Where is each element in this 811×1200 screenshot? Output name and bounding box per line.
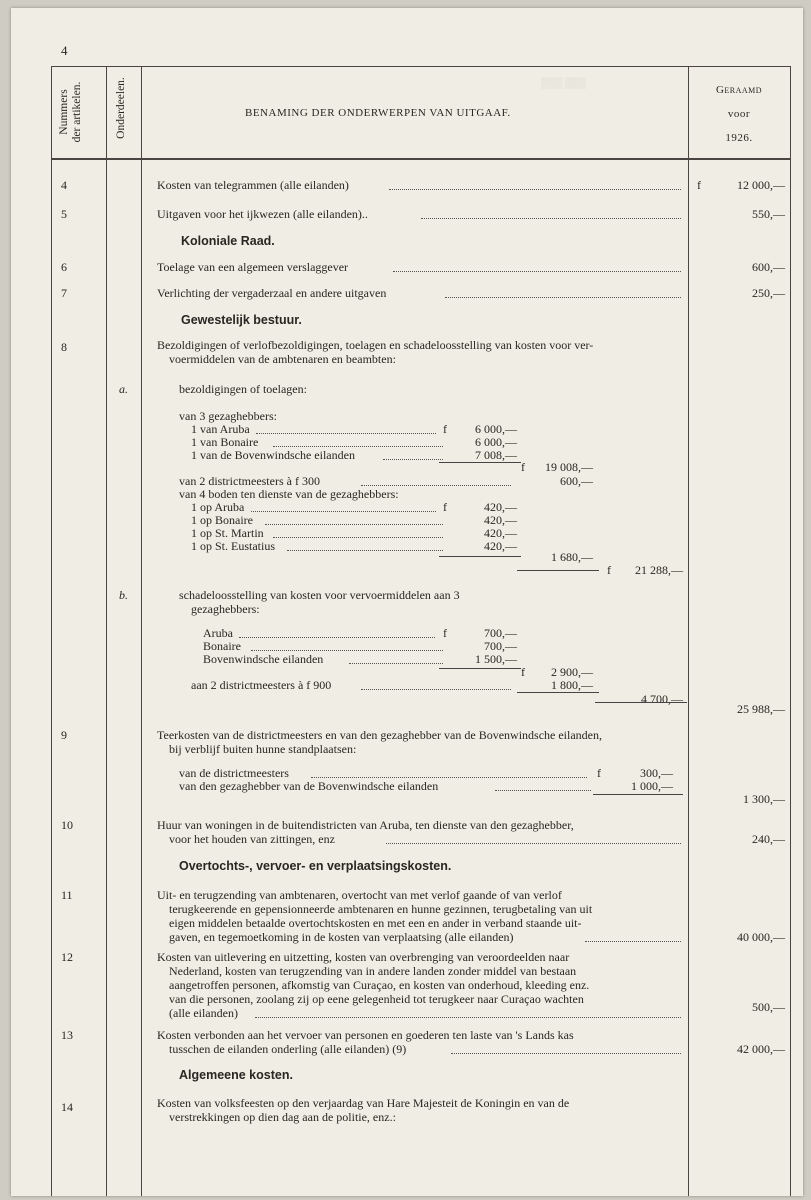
subtotal-rule [593,794,683,795]
row-12-text-line2: Nederland, kosten van terugzending van in andere landen zonder middel van bestaan [169,964,577,978]
row-10-amount: 240,— [752,832,785,846]
ledger-line: 1 op St. Eustatius [191,539,276,553]
subtotal-rule [595,702,687,703]
row-14-text-line2: verstrekkingen op dien dag aan de politie, enz.: [169,1110,396,1124]
row-5-text: Uitgaven voor het ijkwezen (alle eilanden).. [157,207,368,221]
page-number: 4 [61,43,68,58]
leader-dots [361,689,511,690]
boden-heading: van 4 boden ten dienste van de gezaghebbers: [179,487,399,501]
ledger-amount: 700,— [484,639,517,653]
subtotal-rule [439,556,521,557]
row-5-amount: 550,— [752,207,785,221]
header-onderdeelen: Onderdeelen. [115,77,127,139]
row-5-number: 5 [61,207,67,221]
row-13-text-line2: tusschen de eilanden onderling (alle eilanden) (9) [169,1042,407,1056]
leader-dots [585,941,681,942]
leader-dots [251,511,436,512]
leader-dots [256,433,436,434]
col-rule-3 [688,66,689,1196]
ledger-line: aan 2 districtmeesters à f 900 [191,678,332,692]
ledger-line: van de districtmeesters [179,766,289,780]
ledger-line: Bonaire [203,639,241,653]
gezaghebbers-heading: van 3 gezaghebbers: [179,409,277,423]
header-geraamd: Geraamd [715,84,763,96]
row-11-number: 11 [61,888,73,902]
ledger-currency: f [443,422,447,436]
row-4-number: 4 [61,178,67,192]
row-12-text-line4: van die personen, zoolang zij op eene gelegenheid tot terugkeer naar Curaçao wachten [169,992,584,1006]
leader-dots [361,485,511,486]
header-bottom-rule [51,158,791,160]
leader-dots [265,524,443,525]
row-12-text-line5: (alle eilanden) [169,1006,238,1020]
leader-dots [495,790,591,791]
right-rule [790,66,791,1196]
row-6-number: 6 [61,260,67,274]
row-8-text-line1: Bezoldigingen of verlofbezoldigingen, toelagen en schadeloosstelling van kosten voor ver- [157,338,594,352]
leader-dots [255,1017,681,1018]
row-13-text-line1: Kosten verbonden aan het vervoer van personen en goederen ten laste van 's Lands kas [157,1028,574,1042]
row-14-number: 14 [61,1100,73,1114]
row-10-number: 10 [61,818,73,832]
row-11-text-line1: Uit- en terugzending van ambtenaren, overtocht van met verlof gaande of van verlof [157,888,562,902]
leader-dots [311,777,587,778]
ledger-currency: f [521,665,525,679]
row-11-text-line4: gaven, en tegemoetkoming in de kosten van verplaatsing (alle eilanden) [169,930,514,944]
bleed-through-mark: ▒▒▒ ▒▒▒ [541,78,587,89]
ledger-subtotal: 1 680,— [551,550,593,564]
ledger-line: van 2 districtmeesters à f 300 [179,474,320,488]
section-heading: Overtochts-, vervoer- en verplaatsingskosten. [179,859,452,873]
row-8-number: 8 [61,340,67,354]
ledger-line: Aruba [203,626,233,640]
row-9-text-line1: Teerkosten van de districtmeesters en van den gezaghebber van de Bovenwindsche eilanden, [157,728,602,742]
row-10-text-line1: Huur van woningen in de buitendistricten van Aruba, ten dienste van den gezaghebber, [157,818,574,832]
ledger-amount: 700,— [484,626,517,640]
row-8-amount: 25 988,— [737,702,785,716]
header-voor: voor [727,108,751,120]
ledger-amount: 300,— [640,766,673,780]
ledger-currency: f [443,500,447,514]
row-8-text-line2: voermiddelen van de ambtenaren en beambten: [169,352,396,366]
leader-dots [273,446,443,447]
ledger-total: 4 700,— [641,692,683,706]
leader-dots [251,650,443,651]
ledger-amount: 7 008,— [475,448,517,462]
leader-dots [393,271,681,272]
subtotal-rule [439,462,521,463]
row-7-amount: 250,— [752,286,785,300]
ledger-subtotal: 2 900,— [551,665,593,679]
leader-dots [451,1053,681,1054]
row-12-number: 12 [61,950,73,964]
ledger-amount: 420,— [484,513,517,527]
leader-dots [383,459,443,460]
header-nummers: Nummers der artikelen. [58,81,83,143]
ledger-line: 1 op Bonaire [191,513,253,527]
leader-dots [421,218,681,219]
leader-dots [273,537,443,538]
row-4-currency: f [697,178,701,192]
ledger-amount: 1 500,— [475,652,517,666]
ledger-line: 1 van Bonaire [191,435,259,449]
section-heading: Algemeene kosten. [179,1068,293,1082]
section-heading: Gewestelijk bestuur. [181,313,302,327]
section-heading: Koloniale Raad. [181,234,275,248]
row-11-text-line3: eigen middelen betaalde overtochtskosten en met een en ander in verband staande uit- [169,916,582,930]
row-11-text-line2: terugkeerende en gepensionneerde ambtenaren en hunne gezinnen, terugbetaling van uit [169,902,593,916]
col-rule-1 [106,66,107,1196]
ledger-line: van den gezaghebber van de Bovenwindsche eilanden [179,779,439,793]
row-8-sub-a-text: bezoldigingen of toelagen: [179,382,307,396]
row-7-number: 7 [61,286,67,300]
leader-dots [386,843,681,844]
leader-dots [349,663,443,664]
leader-dots [287,550,443,551]
ledger-line: Bovenwindsche eilanden [203,652,324,666]
ledger-currency: f [521,460,525,474]
ledger-amount: 6 000,— [475,422,517,436]
row-4-text: Kosten van telegrammen (alle eilanden) [157,178,349,192]
ledger-amount: 6 000,— [475,435,517,449]
ledger-currency: f [607,563,611,577]
row-13-number: 13 [61,1028,73,1042]
row-9-amount: 1 300,— [743,792,785,806]
ledger-amount: 420,— [484,539,517,553]
row-8-sub-b-text-line2: gezaghebbers: [191,602,260,616]
ledger-line: 1 op Aruba [191,500,245,514]
row-10-text-line2: voor het houden van zittingen, enz [169,832,335,846]
table-top-rule [51,66,791,67]
ledger-currency: f [597,766,601,780]
subtotal-rule [517,692,599,693]
leader-dots [445,297,681,298]
ledger-amount: 1 800,— [551,678,593,692]
row-9-number: 9 [61,728,67,742]
ledger-amount: 420,— [484,526,517,540]
ledger-amount: 420,— [484,500,517,514]
leader-dots [389,189,681,190]
row-6-amount: 600,— [752,260,785,274]
row-6-text: Toelage van een algemeen verslaggever [157,260,349,274]
row-4-amount: 12 000,— [737,178,785,192]
row-8-sub-b-text-line1: schadeloosstelling van kosten voor vervoermiddelen aan 3 [179,588,460,602]
row-11-amount: 40 000,— [737,930,785,944]
document-page [11,8,803,1196]
row-7-text: Verlichting der vergaderzaal en andere uitgaven [157,286,387,300]
row-12-text-line1: Kosten van uitlevering en uitzetting, kosten van overbrenging van veroordeelden naar [157,950,570,964]
col-rule-2 [141,66,142,1196]
header-year: 1926. [725,132,753,144]
row-12-amount: 500,— [752,1000,785,1014]
left-rule [51,66,52,1196]
row-9-text-line2: bij verblijf buiten hunne standplaatsen: [169,742,357,756]
ledger-subtotal: 19 008,— [545,460,593,474]
header-title: BENAMING DER ONDERWERPEN VAN UITGAAF. [245,107,511,119]
ledger-amount: 600,— [560,474,593,488]
ledger-line: 1 van de Bovenwindsche eilanden [191,448,355,462]
subtotal-rule [439,668,521,669]
ledger-line: 1 van Aruba [191,422,250,436]
row-13-amount: 42 000,— [737,1042,785,1056]
row-8-sub-a-label: a. [119,382,128,396]
ledger-currency: f [443,626,447,640]
leader-dots [239,637,435,638]
ledger-total: 21 288,— [635,563,683,577]
row-14-text-line1: Kosten van volksfeesten op den verjaardag van Hare Majesteit de Koningin en van de [157,1096,570,1110]
row-8-sub-b-label: b. [119,588,128,602]
subtotal-rule [517,570,599,571]
ledger-line: 1 op St. Martin [191,526,264,540]
ledger-amount: 1 000,— [631,779,673,793]
row-12-text-line3: aangetroffen personen, afkomstig van Curaçao, en kosten van onderhoud, kleeding enz. [169,978,590,992]
